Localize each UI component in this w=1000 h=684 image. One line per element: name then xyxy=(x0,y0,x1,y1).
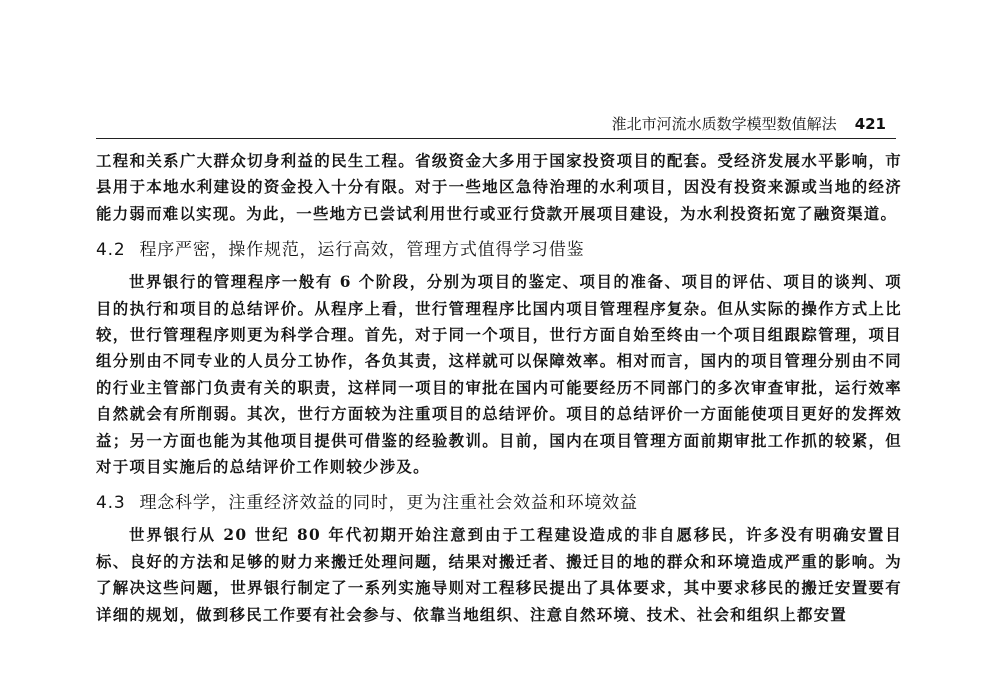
paragraph-1: 工程和关系广大群众切身利益的民生工程。省级资金大多用于国家投资项目的配套。受经济发展水平影响，市县用于本地水利建设的资金投入十分有限。对于一些地区急待治理的水利项目，因没有投资来源或当地的经济能力弱而难以实现。为此，一些地方已尝试利用世行或亚行贷款开展项目建设，为水利投资拓宽了融资渠道。 xyxy=(96,152,902,223)
section-heading-4-2 xyxy=(96,237,902,263)
paragraph-2: 世界银行的管理程序一般有 6 个阶段，分别为项目的鉴定、项目的准备、项目的评估、项目的谈判、项目的执行和项目的总结评价。从程序上看，世行管理程序比国内项目管理程序复杂。但从实际的操作方式上比较，世行管理程序则更为科学合理。首先，对于同一个项目，世行方面自始至终由一个项目组跟踪管理，项目组分别由不同专业的人员分工协作，各负其责，这样就可以保障效率。相对而言，国内的项目管理分别由不同的行业主管部门负责有关的职责，这样同一项目的审批在国内可能要经历不同部门的多次审查审批，运行效率自然就会有所削弱。其次，世行方面较为注重项目的总结评价。项目的总结评价一方面能使项目更好的发挥效益；另一方面也能为其他项目提供可借鉴的经验教训。目前，国内在项目管理方面前期审批工作抓的较紧，但对于项目实施后的总结评价工作则较少涉及。 xyxy=(96,273,902,477)
paragraph-3: 世界银行从 20 世纪 80 年代初期开始注意到由于工程建设造成的非自愿移民，许多没有明确安置目标、良好的方法和足够的财力来搬迁处理问题，结果对搬迁者、搬迁目的地的群众和环境造成严重的影响。为了解决这些问题，世界银行制定了一系列实施导则对工程移民提出了具体要求，其中要求移民的搬迁安置要有详细的规划，做到移民工作要有社会参与、依靠当地组织、注意自然环境、技术、社会和组织上都安置 xyxy=(96,526,902,624)
section-title: 程序严密，操作规范，运行高效，管理方式值得学习借鉴 xyxy=(139,240,585,261)
header-rule xyxy=(96,138,896,139)
section-number: 4.3 xyxy=(96,493,126,514)
running-header xyxy=(96,113,886,134)
section-number: 4.2 xyxy=(96,240,126,261)
section-heading-4-3 xyxy=(96,490,902,516)
page-number: 421 xyxy=(854,115,886,133)
running-title: 淮北市河流水质数学模型数值解法 xyxy=(611,115,837,133)
section-title: 理念科学，注重经济效益的同时，更为注重社会效益和环境效益 xyxy=(139,493,638,514)
body-text xyxy=(96,148,902,628)
